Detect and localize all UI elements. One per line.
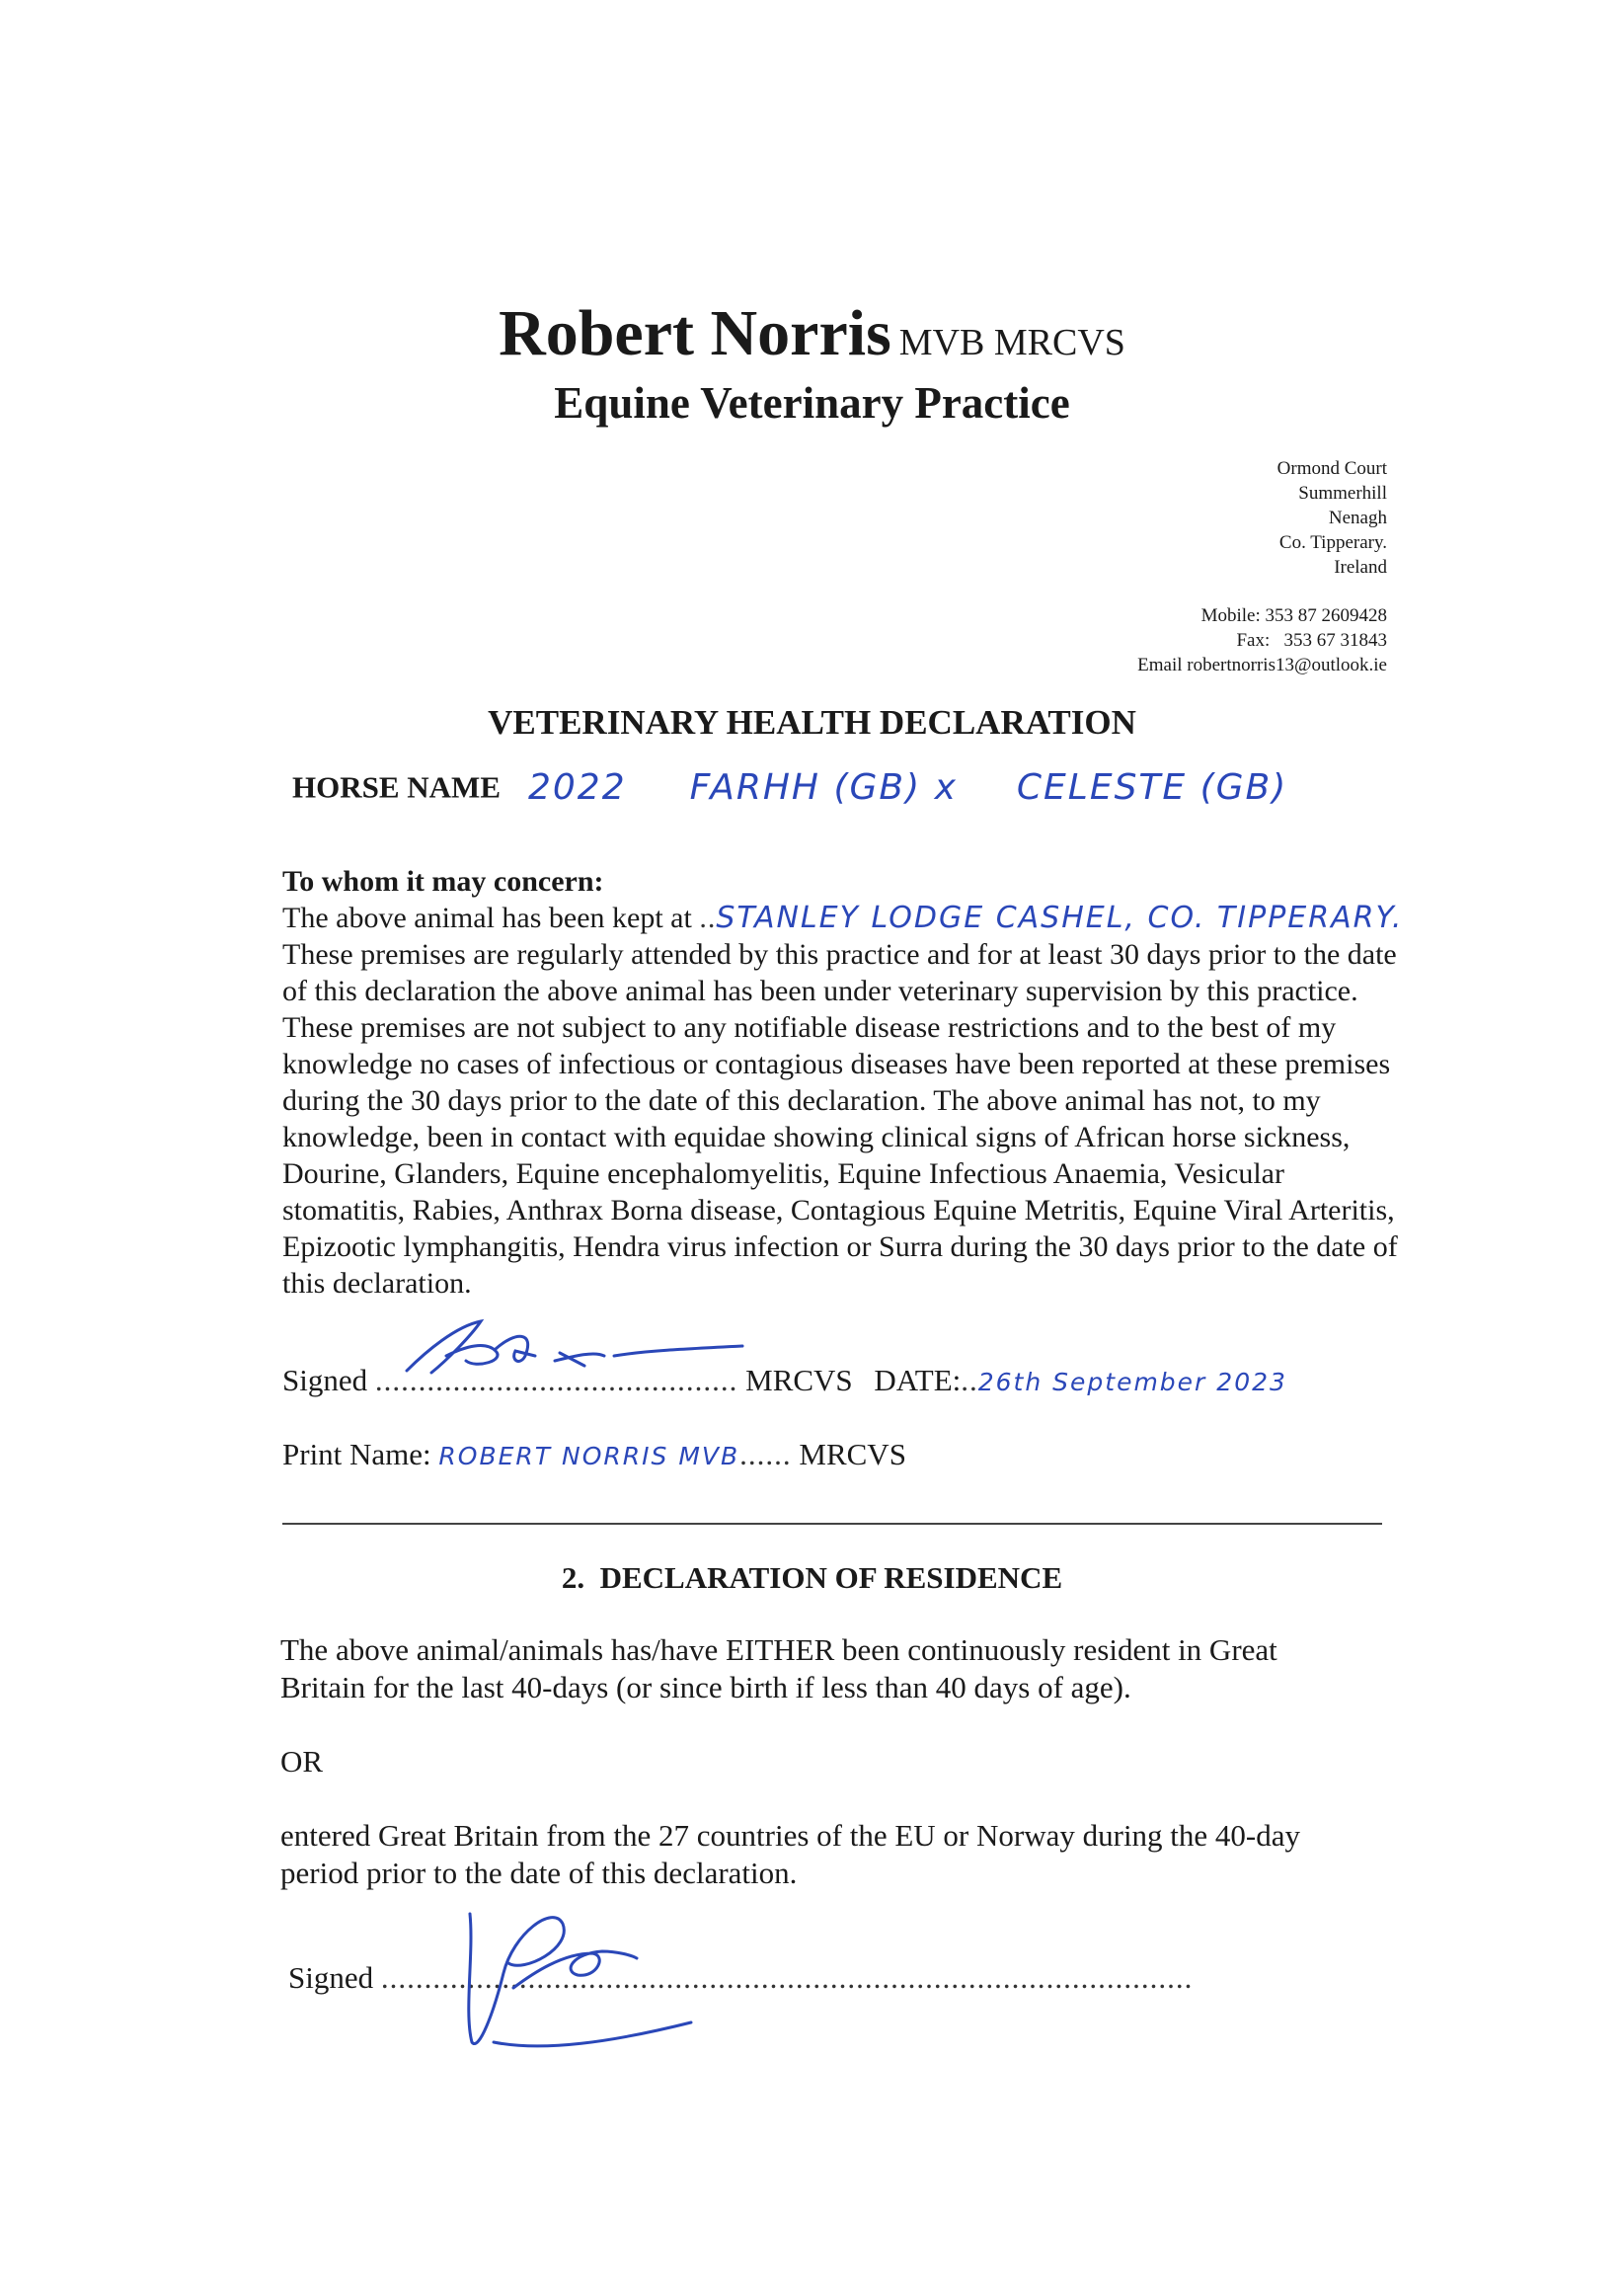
date-handwritten: 26th September 2023	[977, 1368, 1287, 1396]
greeting: To whom it may concern:	[282, 865, 604, 898]
contact-block	[1137, 603, 1387, 677]
declaration-title: VETERINARY HEALTH DECLARATION	[488, 703, 1136, 742]
residence-signed-row	[288, 1960, 1193, 1996]
letterhead-name	[0, 296, 1624, 371]
email-address: Email robertnorris13@outlook.ie	[1137, 655, 1387, 675]
kept-at-line	[282, 900, 1408, 936]
fax-number: Fax: 353 67 31843	[1236, 630, 1387, 651]
dotted-leader: ..	[961, 1363, 978, 1397]
residence-signed-label: Signed	[288, 1960, 374, 1995]
mrcvs-label: MRCVS	[745, 1363, 853, 1397]
horse-name-row	[292, 767, 1287, 808]
print-name-label: Print Name:	[282, 1437, 431, 1471]
address-line: Ireland	[1334, 557, 1387, 578]
horse-sire-handwritten: FARHH (GB) x	[689, 767, 958, 808]
residence-title: 2. DECLARATION OF RESIDENCE	[561, 1560, 1063, 1595]
address-line: Nenagh	[1328, 508, 1387, 528]
dotted-leader: ..........................................	[374, 1363, 738, 1397]
horse-dam-handwritten: CELESTE (GB)	[1016, 767, 1288, 808]
kept-prefix: The above animal has been kept at	[282, 902, 692, 934]
dotted-leader: ..	[699, 902, 717, 934]
signed-label: Signed	[282, 1363, 368, 1397]
section-divider	[282, 1523, 1382, 1525]
dotted-leader: ..............................................................................................	[380, 1960, 1194, 1995]
horse-name-label: HORSE NAME	[292, 769, 501, 805]
address-line: Ormond Court	[1276, 458, 1387, 479]
vet-qualifications: MVB MRCVS	[898, 322, 1125, 363]
practice-name: Equine Veterinary Practice	[554, 378, 1070, 428]
residence-paragraph-1: The above animal/animals has/have EITHER been continuously resident in Great Britain for the last 40-days (or since birth if less than 40 days of age).	[280, 1632, 1277, 1704]
print-name-handwritten: ROBERT NORRIS MVB	[438, 1442, 740, 1470]
print-name-row	[282, 1437, 906, 1472]
residence-or: OR	[280, 1744, 324, 1779]
signed-row	[282, 1363, 1287, 1398]
date-label: DATE:	[874, 1363, 962, 1397]
declaration-body	[282, 863, 1408, 1302]
kept-location-handwritten: STANLEY LODGE CASHEL, CO. TIPPERARY.	[716, 901, 1404, 935]
print-mrcvs-label: MRCVS	[799, 1437, 906, 1471]
address-block	[1277, 456, 1387, 580]
signature-2	[434, 1894, 731, 2062]
dotted-leader: ......	[739, 1437, 792, 1471]
address-line: Co. Tipperary.	[1278, 532, 1387, 553]
declaration-paragraph: These premises are regularly attended by this practice and for at least 30 days prior to the date of this declaration the above animal has been under veterinary supervision by this practice. These premises are not subject to any notifiable disease restrictions and to the best of my knowledge no cases of infectious or contagious diseases have been reported at these premises during the 30 days prior to the date of this declaration. The above animal has not, to my knowledge, been in contact with equidae showing clinical signs of African horse sickness, Dourine, Glanders, Equine encephalomyelitis, Equine Infectious Anaemia, Vesicular stomatitis, Rabies, Anthrax Borna disease, Contagious Equine Metritis, Equine Viral Arteritis, Epizootic lymphangitis, Hendra virus infection or Surra during the 30 days prior to the date of this declaration.	[282, 938, 1398, 1300]
vet-name: Robert Norris	[499, 297, 891, 369]
address-line: Summerhill	[1298, 483, 1387, 504]
horse-year-handwritten: 2022	[528, 767, 627, 808]
residence-paragraph-2: entered Great Britain from the 27 countries of the EU or Norway during the 40-day period prior to the date of this declaration.	[280, 1818, 1301, 1890]
mobile-number: Mobile: 353 87 2609428	[1200, 605, 1387, 626]
